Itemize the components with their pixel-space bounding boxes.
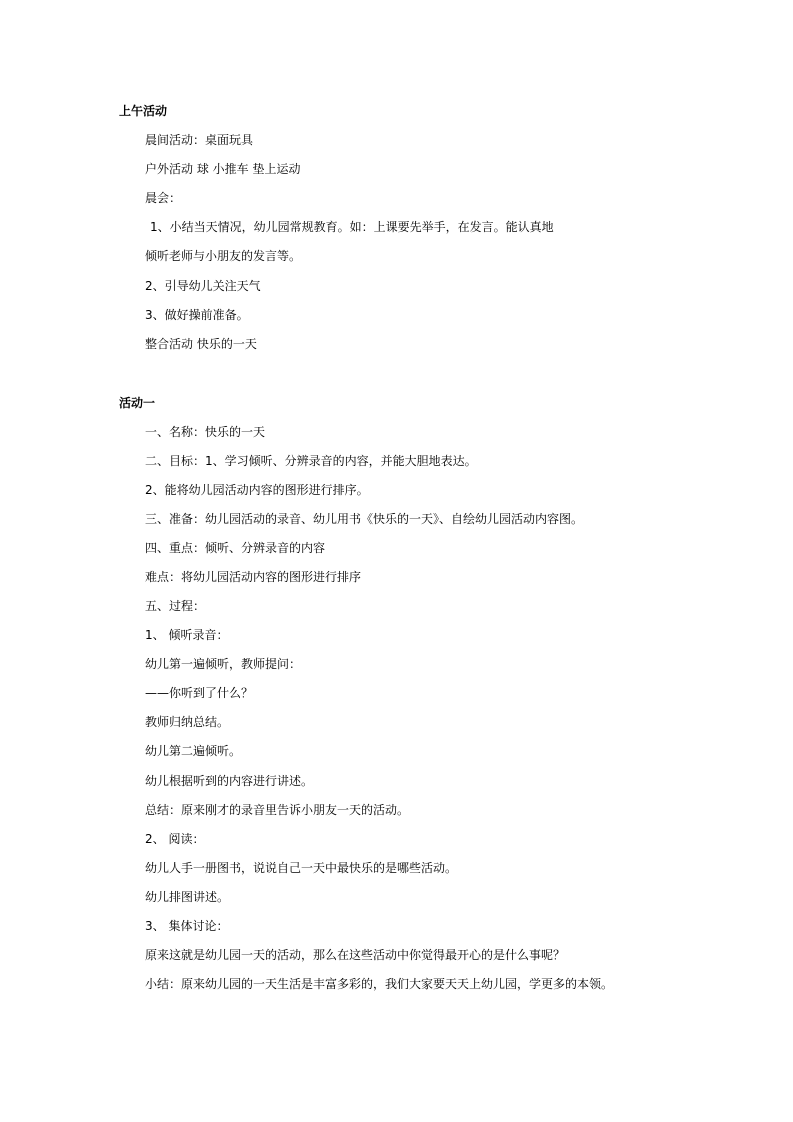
heading-morning-activities: 上午活动 <box>119 104 168 118</box>
activity-line-1: 一、名称：快乐的一天 <box>145 425 266 439</box>
morning-line-4: 1、小结当天情况，幼儿园常规教育。如：上课要先举手，在发言。能认真地 <box>150 220 554 234</box>
morning-line-7: 3、做好操前准备。 <box>145 308 249 322</box>
activity-line-9: 幼儿第一遍倾听，教师提问： <box>145 657 302 671</box>
activity-line-17: 幼儿排图讲述。 <box>145 890 230 904</box>
activity-line-20: 小结：原来幼儿园的一天生活是丰富多彩的，我们大家要天天上幼儿园，学更多的本领。 <box>145 977 614 991</box>
morning-line-3: 晨会： <box>145 191 182 205</box>
activity-line-16: 幼儿人手一册图书，说说自己一天中最快乐的是哪些活动。 <box>145 861 458 875</box>
activity-line-6: 难点：将幼儿园活动内容的图形进行排序 <box>145 570 362 584</box>
morning-line-6: 2、引导幼儿关注天气 <box>145 279 261 293</box>
activity-line-8: 1、 倾听录音： <box>145 628 229 642</box>
morning-line-1: 晨间活动：桌面玩具 <box>145 133 254 147</box>
morning-line-2: 户外活动 球 小推车 垫上运动 <box>145 162 301 176</box>
activity-line-14: 总结：原来刚才的录音里告诉小朋友一天的活动。 <box>145 803 410 817</box>
activity-line-3: 2、能将幼儿园活动内容的图形进行排序。 <box>145 483 369 497</box>
activity-line-10: ——你听到了什么？ <box>145 686 254 700</box>
activity-line-5: 四、重点：倾听、分辨录音的内容 <box>145 541 326 555</box>
activity-line-2: 二、目标：1、学习倾听、分辨录音的内容，并能大胆地表达。 <box>145 454 477 468</box>
activity-line-18: 3、 集体讨论： <box>145 919 229 933</box>
morning-line-5: 倾听老师与小朋友的发言等。 <box>145 249 302 263</box>
activity-line-15: 2、 阅读： <box>145 832 205 846</box>
activity-line-12: 幼儿第二遍倾听。 <box>145 744 242 758</box>
activity-line-13: 幼儿根据听到的内容进行讲述。 <box>145 774 314 788</box>
activity-line-11: 教师归纳总结。 <box>145 715 230 729</box>
morning-line-8: 整合活动 快乐的一天 <box>145 337 257 351</box>
heading-activity-one: 活动一 <box>119 396 156 410</box>
activity-line-4: 三、准备：幼儿园活动的录音、幼儿用书《快乐的一天》、自绘幼儿园活动内容图。 <box>145 512 584 526</box>
activity-line-19: 原来这就是幼儿园一天的活动，那么在这些活动中你觉得最开心的是什么事呢？ <box>145 948 566 962</box>
activity-line-7: 五、过程： <box>145 599 206 613</box>
